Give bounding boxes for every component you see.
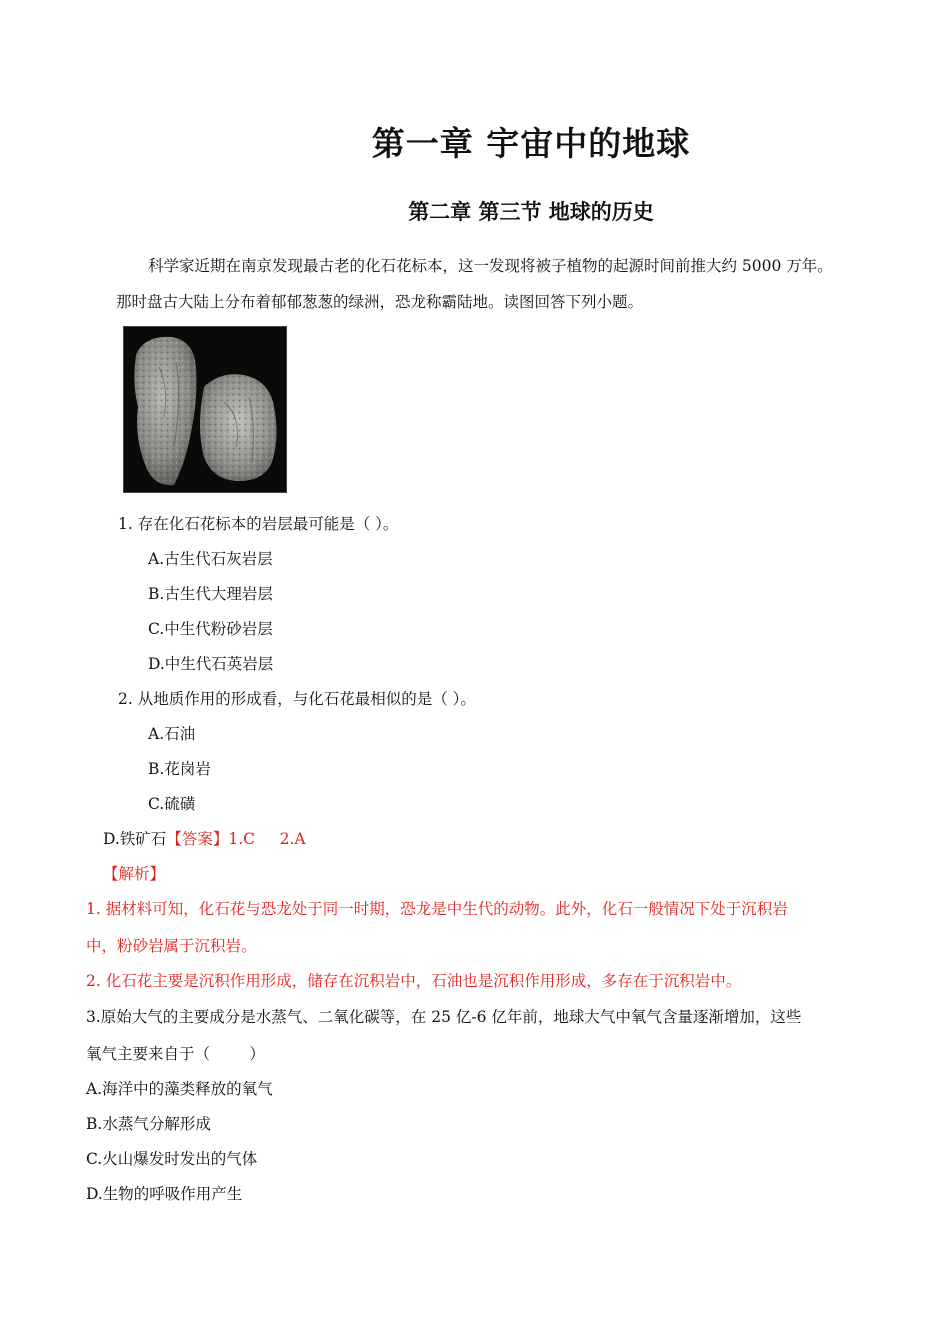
- fossil-flower-photo: [123, 326, 287, 493]
- analysis-label: 【解析】: [103, 865, 166, 883]
- intro-paragraph-line-2: 那时盘古大陆上分布着郁郁葱葱的绿洲，恐龙称霸陆地。读图回答下列小题。: [116, 293, 644, 311]
- page-title: 第一章 宇宙中的地球: [371, 124, 691, 163]
- analysis-line-3: 2. 化石花主要是沉积作用形成，储存在沉积岩中，石油也是沉积作用形成，多存在于沉积岩中。: [86, 972, 742, 990]
- question-3-option-c: C.火山爆发时发出的气体: [86, 1150, 258, 1168]
- question-2-stem: 2. 从地质作用的形成看，与化石花最相似的是（ ）。: [118, 690, 476, 708]
- question-3-option-d: D.生物的呼吸作用产生: [86, 1185, 243, 1203]
- question-2-option-d-with-answer: [103, 827, 306, 849]
- question-1-option-b: B.古生代大理岩层: [148, 585, 273, 603]
- section-subtitle: 第二章 第三节 地球的历史: [408, 200, 654, 224]
- question-1-option-a: A.古生代石灰岩层: [148, 550, 273, 568]
- analysis-line-1: 1. 据材料可知，化石花与恐龙处于同一时期，恐龙是中生代的动物。此外，化石一般情况下处于沉积岩: [86, 900, 788, 918]
- question-3-option-a: A.海洋中的藻类释放的氧气: [86, 1080, 273, 1098]
- question-2-option-c: C.硫磺: [148, 795, 196, 813]
- question-1-stem: 1. 存在化石花标本的岩层最可能是（ ）。: [118, 515, 399, 533]
- intro-paragraph-line-1: 科学家近期在南京发现最古老的化石花标本，这一发现将被子植物的起源时间前推大约 5000 万年。: [148, 257, 833, 275]
- question-3-stem-line-2: 氧气主要来自于（ ）: [86, 1045, 265, 1063]
- question-1-option-d: D.中生代石英岩层: [148, 655, 274, 673]
- question-2-option-a: A.石油: [148, 725, 196, 743]
- question-1-option-c: C.中生代粉砂岩层: [148, 620, 273, 638]
- answer-value: 1.C 2.A: [228, 830, 306, 848]
- question-2-option-b: B.花岗岩: [148, 760, 211, 778]
- answer-label: 【答案】: [166, 830, 229, 848]
- question-3-option-b: B.水蒸气分解形成: [86, 1115, 211, 1133]
- question-3-stem-line-1: 3.原始大气的主要成分是水蒸气、二氧化碳等，在 25 亿-6 亿年前，地球大气中氧气含量逐渐增加，这些: [86, 1008, 802, 1026]
- question-2-option-d: D.铁矿石: [103, 830, 167, 848]
- analysis-line-2: 中，粉砂岩属于沉积岩。: [86, 937, 257, 955]
